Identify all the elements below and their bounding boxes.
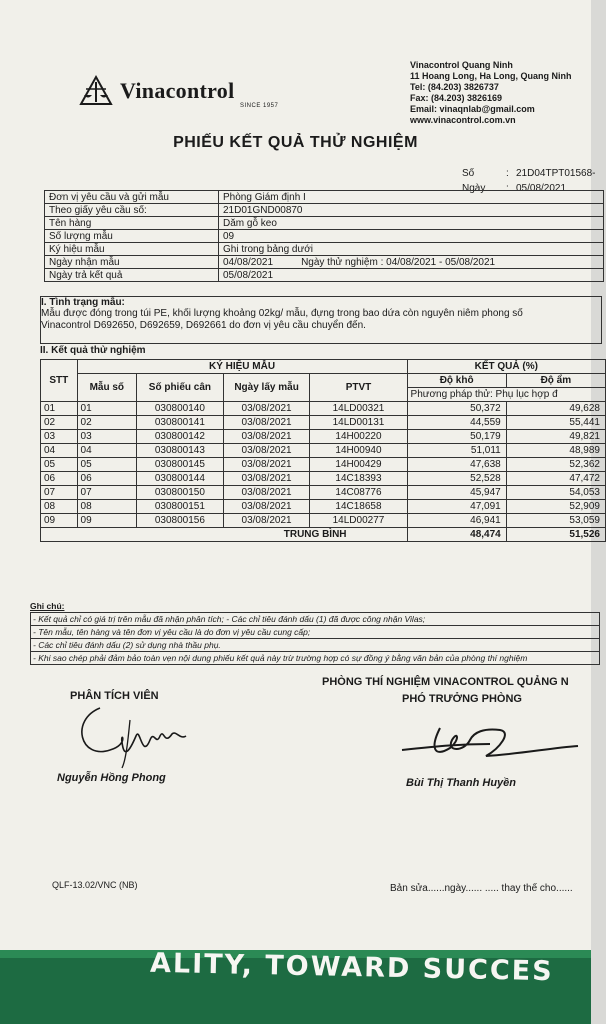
cell-ngaylay: 03/08/2021: [223, 430, 310, 444]
info-row: Tên hàng Dăm gỗ keo: [45, 217, 604, 230]
cell-ptvt: 14H00940: [310, 444, 407, 458]
cell-dokho: 52,528: [407, 472, 506, 486]
vinacontrol-logo: [80, 74, 280, 114]
so-value: 21D04TPT01568-: [516, 168, 596, 179]
cell-mauso: 09: [77, 514, 137, 528]
cell-doam: 48,989: [506, 444, 605, 458]
brand-since: SINCE 1957: [240, 103, 279, 109]
notes: [30, 600, 600, 665]
ngay-value: 05/08/2021: [516, 183, 567, 194]
cell-stt: 08: [41, 500, 78, 514]
form-code: QLF-13.02/VNC (NB): [52, 880, 138, 890]
info-row: Ngày nhận mẫu 04/08/2021 Ngày thử nghiệm : 04/08/2021 - 05/08/2021: [45, 256, 604, 269]
cell-stt: 05: [41, 458, 78, 472]
cell-sophieu: 030800151: [137, 500, 224, 514]
note-item: - Các chỉ tiêu đánh dấu (2) sử dụng nhà thầu phụ.: [31, 638, 599, 651]
col-dokho: Độ khô: [407, 374, 506, 388]
cell-dokho: 45,947: [407, 486, 506, 500]
cell-sophieu: 030800156: [137, 514, 224, 528]
slogan-text: ALITY, TOWARD SUCCES: [149, 947, 554, 988]
sample-info-table: [44, 190, 604, 282]
cell-dokho: 47,091: [407, 500, 506, 514]
cell-doam: 53,059: [506, 514, 605, 528]
cell-doam: 52,362: [506, 458, 605, 472]
cell-dokho: 47,638: [407, 458, 506, 472]
cell-ptvt: 14H00429: [310, 458, 407, 472]
contact-line: 11 Hoang Long, Ha Long, Quang Ninh: [410, 71, 572, 81]
cell-sophieu: 030800145: [137, 458, 224, 472]
table-row: [41, 486, 606, 500]
cell-ptvt: 14LD00321: [310, 402, 407, 416]
section2-heading: II. Kết quả thử nghiệm: [40, 345, 146, 356]
cell-doam: 52,909: [506, 500, 605, 514]
company-contact: [410, 60, 572, 126]
test-date-range: Ngày thử nghiệm : 04/08/2021 - 05/08/2021: [301, 256, 496, 268]
deputy-title: PHÓ TRƯỞNG PHÒNG: [402, 693, 522, 705]
cell-sophieu: 030800144: [137, 472, 224, 486]
ngay-label: Ngày: [462, 183, 486, 194]
cell-doam: 54,053: [506, 486, 605, 500]
cell-doam: 47,472: [506, 472, 605, 486]
revision-line: Bản sửa......ngày...... ..... thay thế cho......: [390, 883, 573, 894]
notes-heading: Ghi chú:: [30, 601, 65, 611]
so-label: Số: [462, 168, 475, 179]
col-ptvt: PTVT: [310, 374, 407, 402]
cell-mauso: 06: [77, 472, 137, 486]
cell-ngaylay: 03/08/2021: [223, 402, 310, 416]
contact-line: Fax: (84.203) 3826169: [410, 93, 503, 103]
table-row: [41, 458, 606, 472]
cell-stt: 06: [41, 472, 78, 486]
cell-ptvt: 14H00220: [310, 430, 407, 444]
cell-ptvt: 14LD00277: [310, 514, 407, 528]
col-kyhieu: KÝ HIỆU MẪU: [77, 360, 407, 374]
cell-stt: 01: [41, 402, 78, 416]
section1-text: Mẫu được đóng trong túi PE, khối lượng khoảng 02kg/ mẫu, đựng trong bao dứa còn nguyên niêm phong số: [41, 308, 523, 319]
note-item: - Tên mẫu, tên hàng và tên đơn vị yêu cầu là do đơn vị yêu cầu cung cấp;: [31, 625, 599, 638]
cell-mauso: 08: [77, 500, 137, 514]
cell-ngaylay: 03/08/2021: [223, 444, 310, 458]
cell-doam: 49,628: [506, 402, 605, 416]
report-title: PHIẾU KẾT QUẢ THỬ NGHIỆM: [173, 134, 418, 151]
analyst-title: PHÂN TÍCH VIÊN: [70, 690, 159, 702]
col-doam: Độ ẩm: [506, 374, 605, 388]
table-row: [41, 514, 606, 528]
cell-sophieu: 030800142: [137, 430, 224, 444]
cell-ngaylay: 03/08/2021: [223, 458, 310, 472]
contact-line: Vinacontrol Quang Ninh: [410, 60, 513, 70]
deputy-signature: [400, 718, 580, 768]
cell-mauso: 03: [77, 430, 137, 444]
cell-stt: 02: [41, 416, 78, 430]
cell-ngaylay: 03/08/2021: [223, 472, 310, 486]
section1-heading: I. Tình trạng mẫu:: [41, 297, 125, 308]
cell-ptvt: 14C18393: [310, 472, 407, 486]
cell-ptvt: 14C08776: [310, 486, 407, 500]
cell-sophieu: 030800141: [137, 416, 224, 430]
cell-stt: 07: [41, 486, 78, 500]
cell-mauso: 02: [77, 416, 137, 430]
cell-mauso: 07: [77, 486, 137, 500]
info-row: Ngày trả kết quả 05/08/2021: [45, 269, 604, 282]
analyst-name: Nguyễn Hồng Phong: [57, 772, 166, 784]
test-method: Phương pháp thử: Phụ lục hợp đ: [407, 388, 605, 402]
info-row: Số lượng mẫu 09: [45, 230, 604, 243]
col-ketqua: KẾT QUẢ (%): [407, 360, 605, 374]
cell-stt: 04: [41, 444, 78, 458]
info-row: Đơn vị yêu cầu và gửi mẫu Phòng Giám định I: [45, 191, 604, 204]
cell-dokho: 46,941: [407, 514, 506, 528]
section1-text: Vinacontrol D692650, D692659, D692661 do đơn vị yêu cầu chuyển đến.: [41, 320, 366, 331]
lab-title: PHÒNG THÍ NGHIỆM VINACONTROL QUẢNG N: [322, 676, 569, 688]
cell-stt: 03: [41, 430, 78, 444]
cell-ngaylay: 03/08/2021: [223, 416, 310, 430]
brand-name: Vinacontrol: [120, 78, 235, 103]
cell-ngaylay: 03/08/2021: [223, 500, 310, 514]
table-row: [41, 416, 606, 430]
notes-box: [30, 612, 600, 665]
table-row: [41, 472, 606, 486]
cell-ngaylay: 03/08/2021: [223, 486, 310, 500]
col-mauso: Mẫu số: [77, 374, 137, 402]
cell-sophieu: 030800140: [137, 402, 224, 416]
cell-dokho: 50,179: [407, 430, 506, 444]
table-row: [41, 500, 606, 514]
cell-mauso: 04: [77, 444, 137, 458]
cell-doam: 49,821: [506, 430, 605, 444]
cell-dokho: 50,372: [407, 402, 506, 416]
cell-sophieu: 030800150: [137, 486, 224, 500]
contact-line: Tel: (84.203) 3826737: [410, 82, 499, 92]
info-row: Ký hiệu mẫu Ghi trong bảng dưới: [45, 243, 604, 256]
scales-logo-icon: [80, 76, 112, 106]
note-item: - Kết quả chỉ có giá trị trên mẫu đã nhận phân tích; - Các chỉ tiêu đánh dấu (1) đã được công nhận Vilas;: [31, 612, 599, 625]
results-table: [40, 359, 606, 542]
cell-mauso: 01: [77, 402, 137, 416]
col-stt: STT: [41, 360, 78, 402]
cell-ptvt: 14C18658: [310, 500, 407, 514]
table-row: [41, 444, 606, 458]
average-row: TRUNG BÌNH 48,474 51,526: [41, 528, 606, 542]
cell-ngaylay: 03/08/2021: [223, 514, 310, 528]
col-sophieu: Số phiếu cân: [137, 374, 224, 402]
cell-sophieu: 030800143: [137, 444, 224, 458]
cell-dokho: 51,011: [407, 444, 506, 458]
note-item: - Khi sao chép phải đảm bảo toàn vẹn nội dung phiếu kết quả này trừ trường hợp có sự đồng ý bằng văn bản của phòng thí nghiệm: [31, 651, 599, 664]
contact-line: www.vinacontrol.com.vn: [410, 115, 516, 125]
info-row: Theo giấy yêu cầu số: 21D01GND00870: [45, 204, 604, 217]
cell-dokho: 44,559: [407, 416, 506, 430]
sample-condition-section: [40, 296, 602, 344]
table-row: [41, 430, 606, 444]
cell-ptvt: 14LD00131: [310, 416, 407, 430]
cell-mauso: 05: [77, 458, 137, 472]
col-ngaylay: Ngày lấy mẫu: [223, 374, 310, 402]
cell-doam: 55,441: [506, 416, 605, 430]
contact-line: Email: vinaqnlab@gmail.com: [410, 104, 535, 114]
cell-stt: 09: [41, 514, 78, 528]
table-row: [41, 402, 606, 416]
report-meta: Số : 21D04TPT01568- Ngày : 05/08/2021: [462, 168, 596, 194]
analyst-signature: [60, 700, 200, 770]
deputy-name: Bùi Thị Thanh Huyền: [406, 777, 516, 789]
